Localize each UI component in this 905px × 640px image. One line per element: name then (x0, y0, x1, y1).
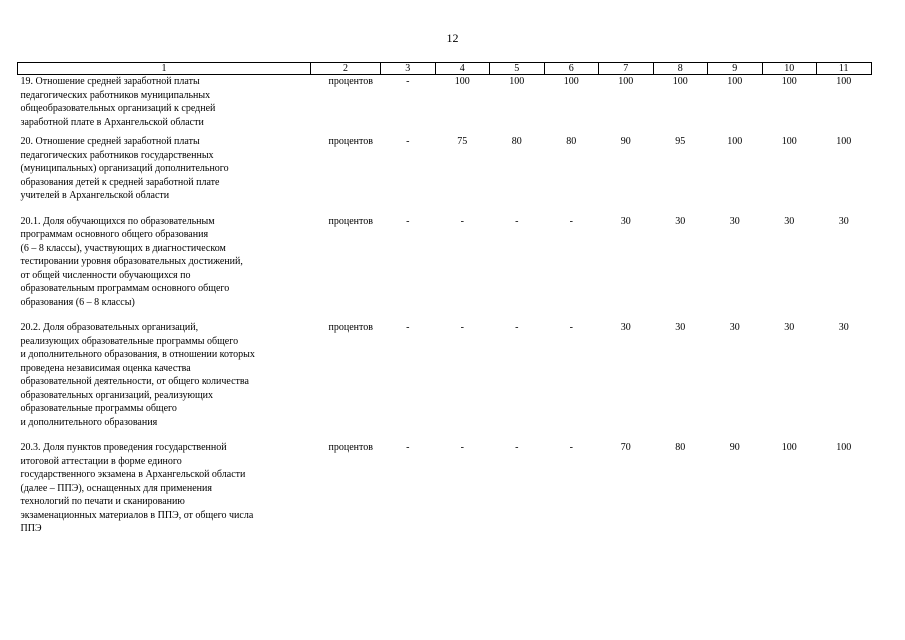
unit-cell: процентов (328, 136, 373, 147)
value-cell: - (460, 215, 464, 227)
value-cell: 80 (675, 442, 686, 453)
header-cell: 7 (599, 63, 654, 75)
row-spacer (18, 203, 872, 215)
value-cell: 30 (838, 215, 849, 227)
value-cell: - (406, 136, 410, 147)
value-cell: 100 (563, 76, 579, 87)
value-cell: - (406, 76, 410, 87)
value-cell: - (406, 442, 410, 453)
value-cell: - (569, 215, 573, 227)
value-cell: 95 (675, 136, 686, 147)
value-cell: 30 (784, 215, 795, 227)
indicator-text: 20.3. Доля пунктов проведения государственной итоговой аттестации в форме единого государственного экзамена в Архангельской области (далее – ППЭ), оснащенных для применения технологий по печати и сканированию экзаменационных материалов в ППЭ, от общего числа ППЭ (20, 442, 254, 534)
spacer-cell (18, 429, 872, 441)
page-number: 12 (446, 31, 459, 45)
value-cell: 30 (838, 322, 849, 333)
header-cell: 4 (435, 63, 490, 75)
indicator-text: 20. Отношение средней заработной платы педагогических работников государственных (муниципальных) организаций дополнительного образования детей к средней заработной плате учителей в Архангельской области (20, 136, 229, 201)
value-cell: - (406, 322, 410, 333)
value-cell: - (569, 322, 573, 333)
value-cell: 30 (620, 215, 631, 227)
value-cell: 80 (511, 136, 522, 147)
value-cell: - (406, 215, 410, 227)
header-cell: 3 (381, 63, 436, 75)
table-row (18, 215, 872, 310)
header-row (18, 63, 872, 75)
indicators-table (17, 62, 872, 536)
row-spacer (18, 309, 872, 321)
header-cell: 1 (18, 63, 311, 75)
indicator-cell (18, 135, 311, 203)
table-row (18, 441, 872, 536)
value-cell: 30 (729, 322, 740, 333)
value-cell: - (460, 322, 464, 333)
table-row (18, 135, 872, 203)
table-row (18, 321, 872, 429)
value-cell: 70 (620, 442, 631, 453)
unit-cell: процентов (328, 76, 373, 87)
row-spacer (18, 429, 872, 441)
indicator-text: 20.1. Доля обучающихся по образовательным программам основного общего образования (6 – 8 классы), участвующих в диагностическом тестировании уровня образовательных достижений, от общей численности обучающихся по образовательным программам основного общего образования (6 – 8 классы) (20, 215, 243, 308)
value-cell: 30 (675, 322, 686, 333)
value-cell: 75 (457, 136, 468, 147)
indicator-text: 19. Отношение средней заработной платы педагогических работников муниципальных общеобразовательных организаций к средней заработной плате в Архангельской области (20, 76, 216, 128)
value-cell: 100 (672, 76, 688, 87)
value-cell: 100 (836, 76, 852, 87)
value-cell: 100 (781, 442, 797, 453)
value-cell: 30 (620, 322, 631, 333)
indicator-cell (18, 215, 311, 310)
value-cell: 100 (781, 136, 797, 147)
indicator-cell (18, 75, 311, 130)
unit-cell: процентов (328, 215, 373, 227)
value-cell: - (515, 442, 519, 453)
value-cell: - (515, 322, 519, 333)
table-row (18, 75, 872, 130)
value-cell: 100 (727, 76, 743, 87)
value-cell: 90 (729, 442, 740, 453)
unit-cell: процентов (328, 322, 373, 333)
indicator-cell (18, 321, 311, 429)
value-cell: - (460, 442, 464, 453)
value-cell: 90 (620, 136, 631, 147)
header-cell: 9 (708, 63, 763, 75)
value-cell: 100 (727, 136, 743, 147)
value-cell: 100 (618, 76, 634, 87)
indicator-cell (18, 441, 311, 536)
header-cell: 10 (762, 63, 817, 75)
value-cell: 100 (781, 76, 797, 87)
indicator-text: 20.2. Доля образовательных организаций, реализующих образовательные программы общего и дополнительного образования, в отношении которых проведена независимая оценка качества образовательной деятельности, от общего количества образовательных организаций, реализующих образовательные программы общего и дополнительного образования (20, 322, 255, 428)
value-cell: - (515, 215, 519, 227)
value-cell: 30 (675, 215, 686, 227)
header-cell: 5 (490, 63, 545, 75)
value-cell: 100 (836, 442, 852, 453)
header-cell: 2 (311, 63, 381, 75)
value-cell: 80 (566, 136, 577, 147)
value-cell: - (569, 442, 573, 453)
value-cell: 100 (509, 76, 525, 87)
header-cell: 6 (544, 63, 599, 75)
spacer-cell (18, 203, 872, 215)
header-cell: 11 (817, 63, 872, 75)
unit-cell: процентов (328, 442, 373, 453)
header-cell: 8 (653, 63, 708, 75)
value-cell: 30 (784, 322, 795, 333)
value-cell: 30 (729, 215, 740, 227)
spacer-cell (18, 309, 872, 321)
value-cell: 100 (836, 136, 852, 147)
value-cell: 100 (454, 76, 470, 87)
